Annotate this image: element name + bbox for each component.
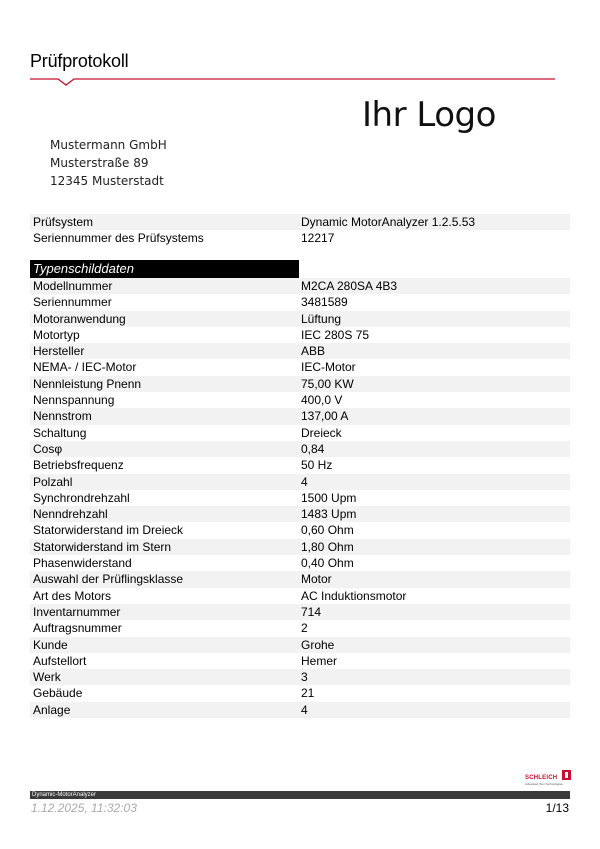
row-label: Synchrondrehzahl xyxy=(33,490,130,505)
nameplate-heading: Typenschilddaten xyxy=(30,260,299,278)
table-row xyxy=(30,230,570,246)
row-label: Seriennummer des Prüfsystems xyxy=(33,231,204,246)
row-value: 1500 Upm xyxy=(301,490,357,505)
row-value: 1483 Upm xyxy=(301,507,357,522)
row-label: Motortyp xyxy=(33,327,80,342)
row-label: Betriebsfrequenz xyxy=(33,458,124,473)
table-row xyxy=(30,555,570,571)
row-label: Kunde xyxy=(33,637,68,652)
brand-name: SCHLEICH xyxy=(525,775,558,781)
print-date: 1.12.2025, 11:32:03 xyxy=(31,801,137,815)
address-city: 12345 Musterstadt xyxy=(50,174,164,188)
row-value: 0,40 Ohm xyxy=(301,556,354,571)
row-label: Nenndrehzahl xyxy=(33,507,108,522)
row-value: M2CA 280SA 4B3 xyxy=(301,279,398,293)
address-company: Mustermann GmbH xyxy=(50,138,167,152)
table-row xyxy=(30,392,570,408)
recipient-address xyxy=(50,136,167,190)
table-row xyxy=(30,620,570,636)
system-info-table xyxy=(30,214,570,247)
footer-bar xyxy=(30,791,570,799)
row-label: Gebäude xyxy=(33,686,83,701)
row-label: Polzahl xyxy=(33,474,73,489)
table-row xyxy=(30,539,570,555)
row-value: AC Induktionsmotor xyxy=(301,588,407,603)
table-row xyxy=(30,490,570,506)
brand-tagline: Advanced Test Technologies xyxy=(525,782,563,786)
table-row xyxy=(30,294,570,310)
table-row xyxy=(30,359,570,375)
table-row xyxy=(30,376,570,392)
table-row xyxy=(30,327,570,343)
table-row xyxy=(30,637,570,653)
row-label: Art des Motors xyxy=(33,588,112,603)
address-street: Musterstraße 89 xyxy=(50,156,149,170)
row-label: Hersteller xyxy=(33,344,85,359)
nameplate-table xyxy=(30,278,570,718)
table-row xyxy=(30,669,570,685)
row-value: 137,00 A xyxy=(301,409,349,424)
row-value: 400,0 V xyxy=(301,393,343,408)
row-value: 50 Hz xyxy=(301,458,333,473)
table-row xyxy=(30,653,570,669)
row-value: 714 xyxy=(301,604,322,619)
table-row xyxy=(30,506,570,522)
row-label: Statorwiderstand im Dreieck xyxy=(33,523,184,538)
table-row xyxy=(30,571,570,587)
row-value: 4 xyxy=(301,702,308,717)
row-value: Dreieck xyxy=(301,425,342,440)
row-value: 12217 xyxy=(301,231,335,246)
table-row xyxy=(30,474,570,490)
row-value: IEC-Motor xyxy=(301,360,356,375)
row-label: Seriennummer xyxy=(33,295,112,310)
row-label: Nennstrom xyxy=(33,409,92,424)
row-value: 4 xyxy=(301,474,308,489)
table-row xyxy=(30,343,570,359)
row-value: Hemer xyxy=(301,653,338,668)
row-label: Werk xyxy=(33,670,61,685)
row-label: Auftragsnummer xyxy=(33,621,122,636)
table-row xyxy=(30,441,570,457)
schleich-logo xyxy=(525,770,571,790)
table-row xyxy=(30,522,570,538)
table-row xyxy=(30,685,570,701)
row-label: Cosφ xyxy=(33,441,63,456)
page-number: 1/13 xyxy=(545,801,569,815)
row-value: 0,60 Ohm xyxy=(301,523,354,538)
row-value: 75,00 KW xyxy=(301,376,354,391)
row-label: Motoranwendung xyxy=(33,311,126,326)
table-row xyxy=(30,425,570,441)
logo-placeholder: Ihr Logo xyxy=(362,95,496,135)
row-label: Nennleistung Pnenn xyxy=(33,376,142,391)
row-value: 1,80 Ohm xyxy=(301,539,354,554)
row-value: Grohe xyxy=(301,637,335,652)
header-rule xyxy=(30,78,555,90)
table-row xyxy=(30,278,570,294)
row-label: Modellnummer xyxy=(33,279,113,293)
row-value: 3481589 xyxy=(301,295,348,310)
row-value: IEC 280S 75 xyxy=(301,327,370,342)
row-label: Statorwiderstand im Stern xyxy=(33,539,172,554)
row-value: 3 xyxy=(301,670,308,685)
table-row xyxy=(30,604,570,620)
row-value: Dynamic MotorAnalyzer 1.2.5.53 xyxy=(301,215,476,229)
row-value: Motor xyxy=(301,572,332,587)
table-row xyxy=(30,311,570,327)
document-title: Prüfprotokoll xyxy=(30,51,129,71)
table-row xyxy=(30,214,570,230)
footer-bar-label: Dynamic-MotorAnalyzer xyxy=(32,792,97,798)
table-row xyxy=(30,588,570,604)
table-row xyxy=(30,457,570,473)
row-label: Nennspannung xyxy=(33,393,115,408)
row-label: Aufstellort xyxy=(33,653,87,668)
row-value: 0,84 xyxy=(301,441,325,456)
row-label: Prüfsystem xyxy=(33,215,94,229)
brand-mark-icon xyxy=(562,770,571,780)
row-value: 2 xyxy=(301,621,308,636)
row-label: NEMA- / IEC-Motor xyxy=(33,360,137,375)
row-label: Anlage xyxy=(33,702,71,717)
table-row xyxy=(30,408,570,424)
row-value: Lüftung xyxy=(301,311,342,326)
row-label: Inventarnummer xyxy=(33,604,121,619)
row-value: 21 xyxy=(301,686,315,701)
row-value: ABB xyxy=(301,344,326,359)
row-label: Auswahl der Prüflingsklasse xyxy=(33,572,184,587)
table-row xyxy=(30,702,570,718)
row-label: Phasenwiderstand xyxy=(33,556,132,571)
row-label: Schaltung xyxy=(33,425,87,440)
